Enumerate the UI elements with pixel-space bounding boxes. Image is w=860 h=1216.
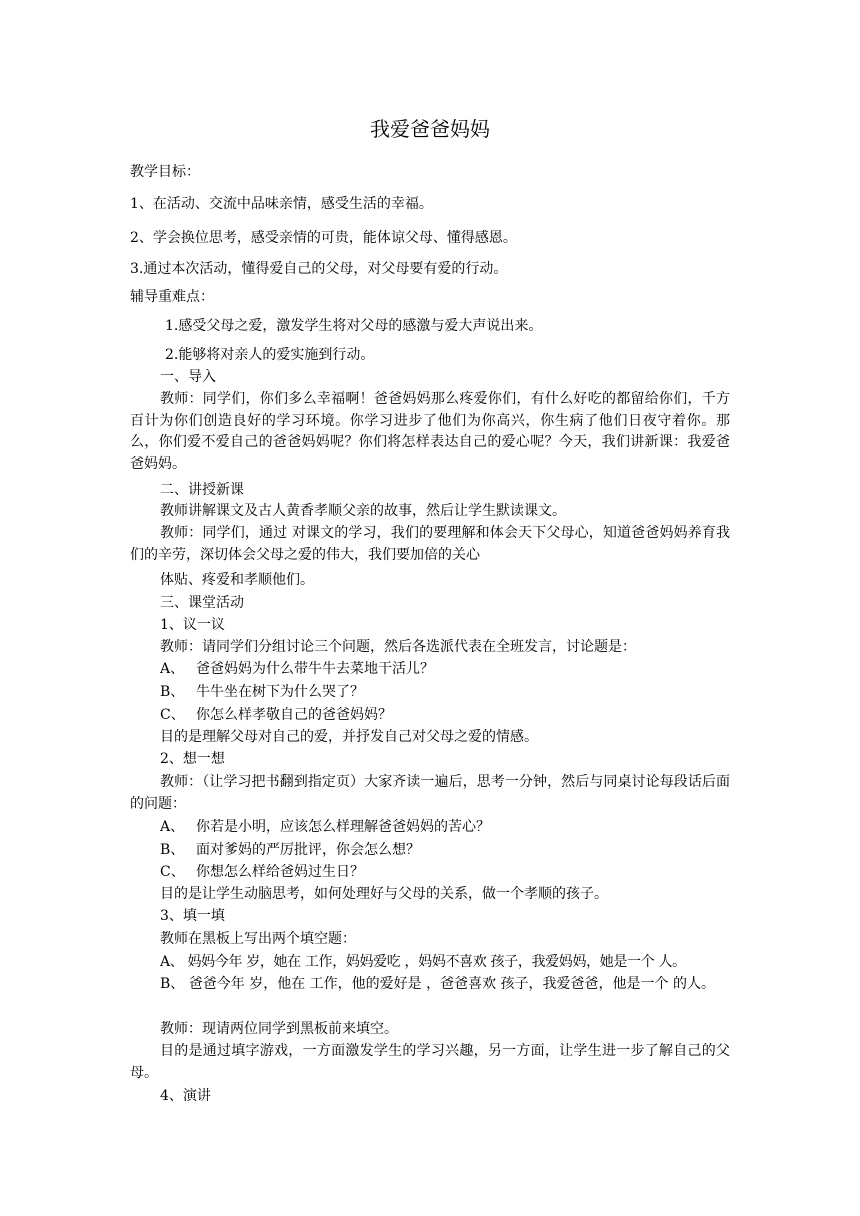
goal-item-1: 1、在活动、交流中品味亲情，感受生活的幸福。 xyxy=(130,196,433,212)
option-marker: A、 xyxy=(160,661,185,677)
activity2-purpose: 目的是让学生动脑思考，如何处理好与父母的关系，做一个孝顺的孩子。 xyxy=(160,886,608,902)
section2-paragraph: 教师：同学们，通过 对课文的学习，我们的要理解和体会天下父母心，知道爸爸妈妈养育我们的辛劳，深切体会父母之爱的伟大，我们要加倍的关心 xyxy=(130,525,730,563)
activity1-heading: 1、议一议 xyxy=(160,617,225,633)
key-point-2: 2.能够将对亲人的爱实施到行动。 xyxy=(165,347,375,363)
option-marker: B、 xyxy=(160,684,185,700)
option-marker: A、 xyxy=(160,819,185,835)
activity1-intro: 教师：请同学们分组讨论三个问题，然后各选派代表在全班发言，讨论题是： xyxy=(160,639,636,655)
option-marker: C、 xyxy=(160,707,185,723)
goals-heading: 教学目标： xyxy=(130,164,200,180)
section2-line-2: 体贴、疼爱和孝顺他们。 xyxy=(160,572,314,588)
option-text: 牛牛坐在树下为什么哭了？ xyxy=(196,684,364,700)
activity3-teacher: 教师：现请两位同学到黑板前来填空。 xyxy=(160,1021,398,1037)
key-point-1: 1.感受父母之爱，激发学生将对父母的感激与爱大声说出来。 xyxy=(165,318,543,334)
section1-paragraph: 教师：同学们，你们多么幸福啊！爸爸妈妈那么疼爱你们，有什么好吃的都留给你们，千方百计为你们创造良好的学习环境。你学习进步了他们为你高兴，你生病了他们日夜守着你。那么，你们爱不爱自己的爸爸妈妈呢？你们将怎样表达自己的爱心呢？今天，我们讲新课：我爱爸爸妈妈。 xyxy=(130,391,730,472)
activity3-purpose: 目的是通过填字游戏，一方面激发学生的学习兴趣，另一方面，让学生进一步了解自己的父母。 xyxy=(130,1043,730,1081)
section2-heading: 二、讲授新课 xyxy=(160,482,244,498)
option-text: 你若是小明，应该怎么样理解爸爸妈妈的苦心？ xyxy=(196,819,490,835)
section3-heading: 三、课堂活动 xyxy=(160,595,244,611)
option-text: 你怎么样孝敬自己的爸爸妈妈？ xyxy=(196,707,392,723)
option-text: 爸爸妈妈为什么带牛牛去菜地干活儿？ xyxy=(196,661,434,677)
page-title: 我爱爸爸妈妈 xyxy=(370,117,490,141)
fill-blank-b: B、 爸爸今年 岁，他在 工作，他的爱好是 ，爸爸喜欢 孩子，我爱爸爸，他是一个 的人。 xyxy=(160,976,715,992)
fill-blank-a: A、 妈妈今年 岁，她在 工作，妈妈爱吃 ，妈妈不喜欢 孩子，我爱妈妈，她是一个 人。 xyxy=(160,954,686,970)
activity1-purpose: 目的是理解父母对自己的爱，并抒发自己对父母之爱的情感。 xyxy=(160,729,538,745)
section2-line-1: 教师讲解课文及古人黄香孝顺父亲的故事，然后让学生默读课文。 xyxy=(160,503,566,519)
activity4-heading: 4、演讲 xyxy=(160,1088,211,1104)
activity2-intro: 教师：（让学习把书翻到指定页）大家齐读一遍后，思考一分钟，然后与同桌讨论每段话后面的问题： xyxy=(130,774,730,812)
goal-item-3: 3.通过本次活动，懂得爱自己的父母，对父母要有爱的行动。 xyxy=(130,261,508,277)
option-marker: B、 xyxy=(160,842,185,858)
option-text: 你想怎么样给爸妈过生日？ xyxy=(196,864,364,880)
goal-item-2: 2、学会换位思考，感受亲情的可贵，能体谅父母、懂得感恩。 xyxy=(130,230,517,246)
activity2-heading: 2、想一想 xyxy=(160,751,225,767)
key-points-heading: 辅导重难点： xyxy=(130,289,214,305)
option-text: 面对爹妈的严厉批评，你会怎么想？ xyxy=(196,842,420,858)
activity3-heading: 3、填一填 xyxy=(160,908,225,924)
activity3-intro: 教师在黑板上写出两个填空题： xyxy=(160,931,356,947)
option-marker: C、 xyxy=(160,864,185,880)
section1-heading: 一、导入 xyxy=(160,369,216,385)
